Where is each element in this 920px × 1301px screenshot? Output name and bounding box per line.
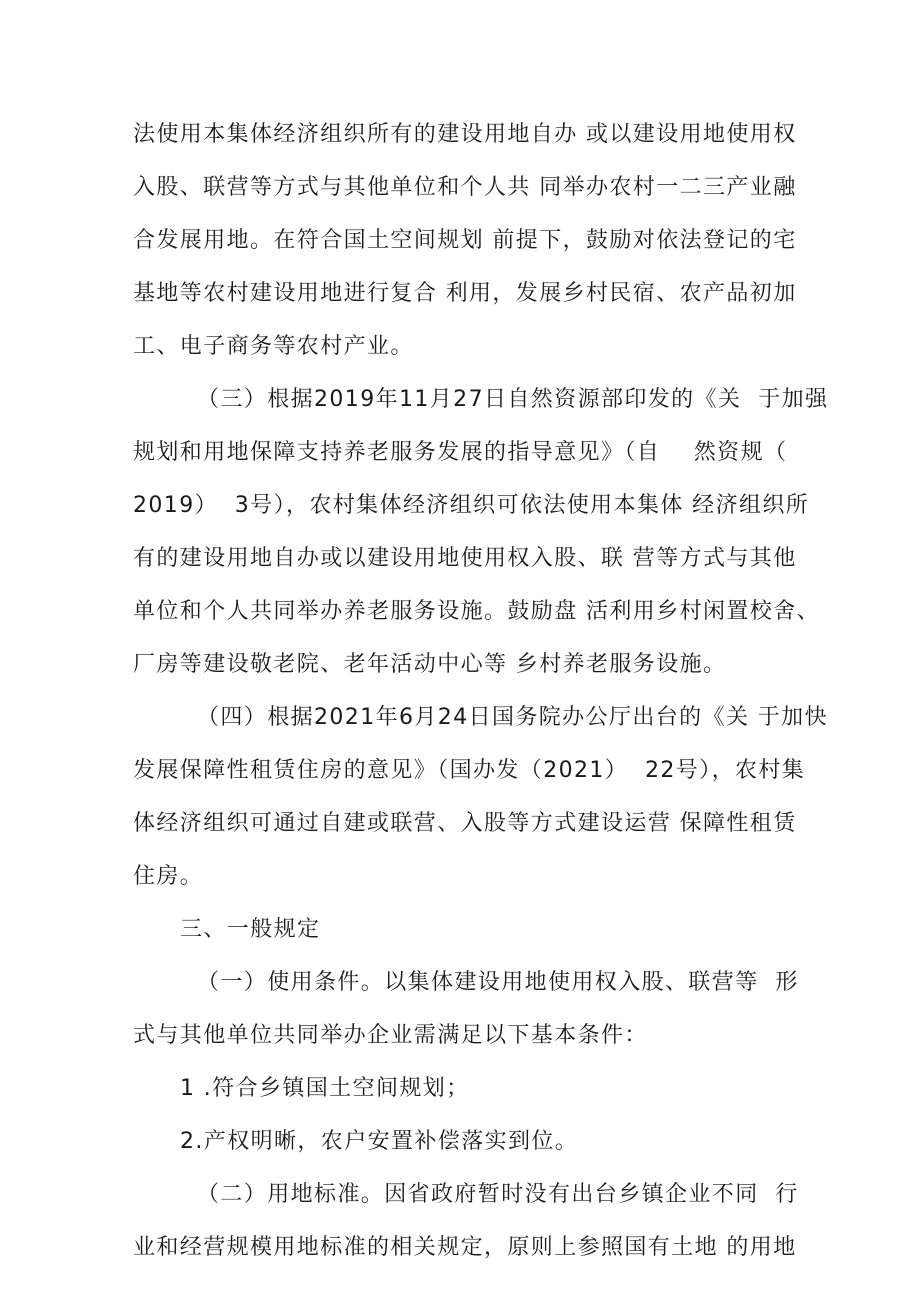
text-line: 业和经营规模用地标准的相关规定，原则上参照国有土地 的用地 <box>133 1235 797 1260</box>
text-line: 发展保障性租赁住房的意见》（国办发（2021） 22号），农村集 <box>133 758 806 783</box>
paragraph-4-start: （四）根据2021年6月24日国务院办公厅出台的《关 于加快 <box>197 705 828 730</box>
text-line: 合发展用地。在符合国土空间规划 前提下，鼓励对依法登记的宅 <box>133 228 797 253</box>
text-line: 住房。 <box>133 864 204 889</box>
land-standard-start: （二）用地标准。因省政府暂时没有出台乡镇企业不同 行 <box>197 1182 799 1207</box>
section-heading: 三、一般规定 <box>180 917 321 942</box>
text-line: 入股、联营等方式与其他单位和个人共 同举办农村一二三产业融 <box>133 175 797 200</box>
text-line: 单位和个人共同举办养老服务设施。鼓励盘 活利用乡村闲置校舍、 <box>133 599 820 624</box>
text-line: 2019） 3号），农村集体经济组织可依法使用本集体 经济组织所 <box>133 493 810 518</box>
text-line: 规划和用地保障支持养老服务发展的指导意见》（自 然资规（ <box>133 440 788 465</box>
text-line: 法使用本集体经济组织所有的建设用地自办 或以建设用地使用权 <box>133 122 797 147</box>
text-line: 厂房等建设敬老院、老年活动中心等 乡村养老服务设施。 <box>133 652 727 677</box>
condition-item-1: 1 .符合乡镇国土空间规划； <box>180 1076 470 1101</box>
text-line: 式与其他单位共同举办企业需满足以下基本条件： <box>133 1023 648 1048</box>
text-line: 体经济组织可通过自建或联营、入股等方式建设运营 保障性租赁 <box>133 811 797 836</box>
text-line: 基地等农村建设用地进行复合 利用，发展乡村民宿、农产品初加 <box>133 281 797 306</box>
text-line: 有的建设用地自办或以建设用地使用权入股、联 营等方式与其他 <box>133 546 797 571</box>
paragraph-3-start: （三）根据2019年11月27日自然资源部印发的《关 于加强 <box>197 387 829 412</box>
text-line: 工、电子商务等农村产业。 <box>133 334 414 359</box>
condition-item-2: 2.产权明晰，农户安置补偿落实到位。 <box>180 1129 579 1154</box>
usage-conditions-start: （一）使用条件。以集体建设用地使用权入股、联营等 形 <box>197 970 799 995</box>
